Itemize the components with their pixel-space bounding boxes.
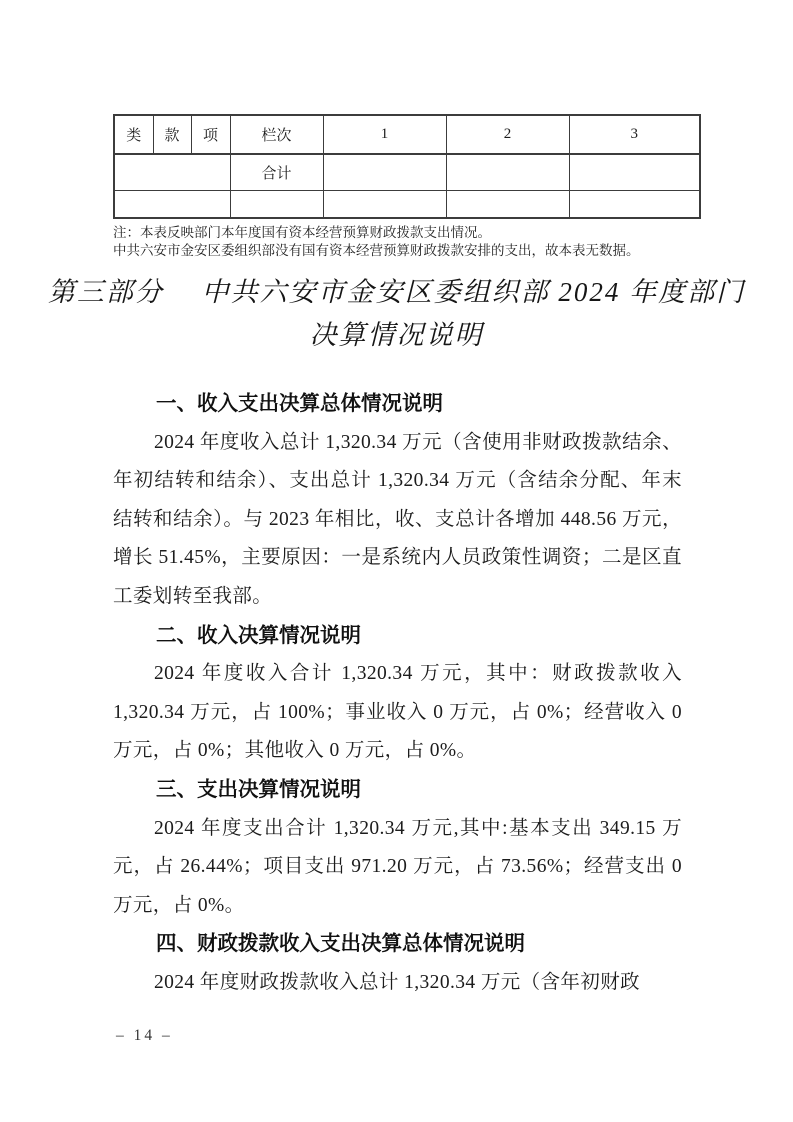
budget-table (113, 114, 701, 219)
table-notes (113, 224, 713, 259)
col-header-2: 2 (446, 115, 569, 154)
table-note-line1: 注：本表反映部门本年度国有资本经营预算财政拨款支出情况。 (113, 225, 491, 240)
table-cell-total-label: 合计 (230, 154, 323, 191)
section-heading-4: 四、财政拨款收入支出决算总体情况说明 (156, 932, 526, 956)
table-cell-stub (114, 154, 230, 191)
table-cell-stub (114, 191, 230, 219)
table-row-empty (114, 191, 700, 219)
table-cell-empty (569, 191, 700, 219)
table-row-total (114, 154, 700, 191)
part-title-line1: 第三部分 中共六安市金安区委组织部 2024 年度部门 (47, 277, 746, 307)
part-title-line2: 决算情况说明 (309, 320, 484, 350)
explanation-sections (113, 385, 682, 1003)
part-title (0, 271, 793, 357)
table-cell-empty (323, 191, 446, 219)
table-cell-empty (323, 154, 446, 191)
col-header-1: 1 (323, 115, 446, 154)
table-header-row (114, 115, 700, 154)
budget-table-wrap (113, 114, 701, 219)
table-cell-empty (446, 191, 569, 219)
section-body-2: 2024 年度收入合计 1,320.34 万元，其中：财政拨款收入 1,320.34 万元，占 100%；事业收入 0 万元，占 0%；经营收入 0 万元，占 0%；其他收入 0 万元，占 0%。 (113, 663, 682, 762)
col-header-lei: 类 (114, 115, 153, 154)
col-header-xiang: 项 (191, 115, 230, 154)
table-cell-empty (569, 154, 700, 191)
table-note-line2: 中共六安市金安区委组织部没有国有资本经营预算财政拨款安排的支出，故本表无数据。 (113, 242, 640, 258)
section-heading-2: 二、收入决算情况说明 (156, 623, 362, 647)
table-cell-empty (446, 154, 569, 191)
col-header-lanci: 栏次 (230, 115, 323, 154)
col-header-3: 3 (569, 115, 700, 154)
table-cell-empty (230, 191, 323, 219)
section-body-4: 2024 年度财政拨款收入总计 1,320.34 万元（含年初财政 (153, 971, 641, 993)
section-body-3: 2024 年度支出合计 1,320.34 万元,其中:基本支出 349.15 万元，占 26.44%；项目支出 971.20 万元，占 73.56%；经营支出 0 万元，占 0%。 (113, 817, 682, 916)
section-heading-1: 一、收入支出决算总体情况说明 (156, 392, 444, 415)
section-body-1: 2024 年度收入总计 1,320.34 万元（含使用非财政拨款结余、年初结转和结余）、支出总计 1,320.34 万元（含结余分配、年末结转和结余）。与 2023 年相比，收、支总计各增加 448.56 万元，增长 51.45%，主要原因：一是系统内人员政策性调资；二是区直工委划转至我部。 (113, 431, 682, 607)
page-number: – 14 – (116, 1027, 173, 1044)
section-heading-3: 三、支出决算情况说明 (156, 777, 362, 801)
col-header-kuan: 款 (153, 115, 191, 154)
